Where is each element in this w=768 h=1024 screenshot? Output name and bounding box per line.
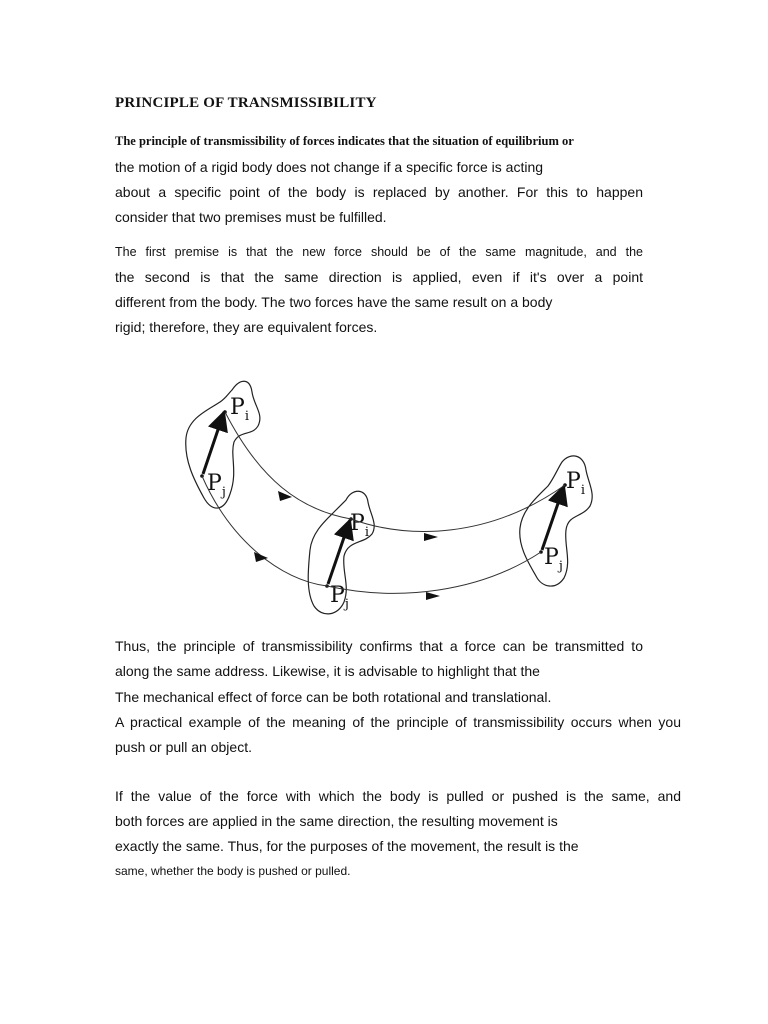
paragraph-1-line-3: consider that two premises must be fulfilled. xyxy=(115,209,387,225)
paragraph-4-line-1: If the value of the force with which the body is pulled or pushed is the same, and xyxy=(115,788,681,804)
paragraph-1-line-1: the motion of a rigid body does not change if a specific force is acting xyxy=(115,159,544,175)
paragraph-2-line-1: The first premise is that the new force should be of the same magnitude, and the xyxy=(115,245,643,259)
paragraph-3-line-1: Thus, the principle of transmissibility confirms that a force can be transmitted to xyxy=(115,638,643,654)
label-pi-1: $P_i$ xyxy=(230,395,249,424)
trajectory-arrowhead-2 xyxy=(254,552,268,562)
label-pj-1: $P_j$ xyxy=(207,471,226,500)
paragraph-2-line-4: rigid; therefore, they are equivalent forces. xyxy=(115,319,378,335)
trajectory-arrowhead-4 xyxy=(426,592,440,600)
paragraph-4-line-3: exactly the same. Thus, for the purposes of the movement, the result is the xyxy=(115,838,579,854)
trajectory-pi-curve xyxy=(225,412,565,531)
label-pj-3: $P_j$ xyxy=(544,545,563,574)
label-pj-2: $P_j$ xyxy=(330,583,349,612)
force-arrow-3 xyxy=(542,486,564,550)
trajectory-arrowhead-3 xyxy=(424,533,438,541)
label-pi-2: $P_i$ xyxy=(350,511,369,540)
force-arrow-2 xyxy=(328,520,350,584)
paragraph-3-line-4: A practical example of the meaning of the principle of transmissibility occurs when you xyxy=(115,714,681,730)
transmissibility-diagram xyxy=(170,370,610,620)
trajectory-arrowhead-1 xyxy=(278,491,292,501)
paragraph-4-line-2: both forces are applied in the same direction, the resulting movement is xyxy=(115,813,558,829)
paragraph-2-line-2: the second is that the same direction is applied, even if it's over a point xyxy=(115,269,643,285)
paragraph-1-line-2: about a specific point of the body is replaced by another. For this to happen xyxy=(115,184,643,200)
label-pi-3: $P_i$ xyxy=(566,469,585,498)
lead-sentence: The principle of transmissibility of forces indicates that the situation of equilibrium or xyxy=(115,134,574,148)
paragraph-2-line-3: different from the body. The two forces have the same result on a body xyxy=(115,294,553,310)
paragraph-3-line-2: along the same address. Likewise, it is advisable to highlight that the xyxy=(115,663,540,679)
paragraph-3-line-3: The mechanical effect of force can be both rotational and translational. xyxy=(115,689,552,705)
point-pj-1 xyxy=(200,474,204,478)
paragraph-3-line-5: push or pull an object. xyxy=(115,739,252,755)
force-arrow-1 xyxy=(203,412,224,474)
paragraph-4-line-4: same, whether the body is pushed or pulled. xyxy=(115,864,351,878)
page-title: PRINCIPLE OF TRANSMISSIBILITY xyxy=(115,95,377,111)
